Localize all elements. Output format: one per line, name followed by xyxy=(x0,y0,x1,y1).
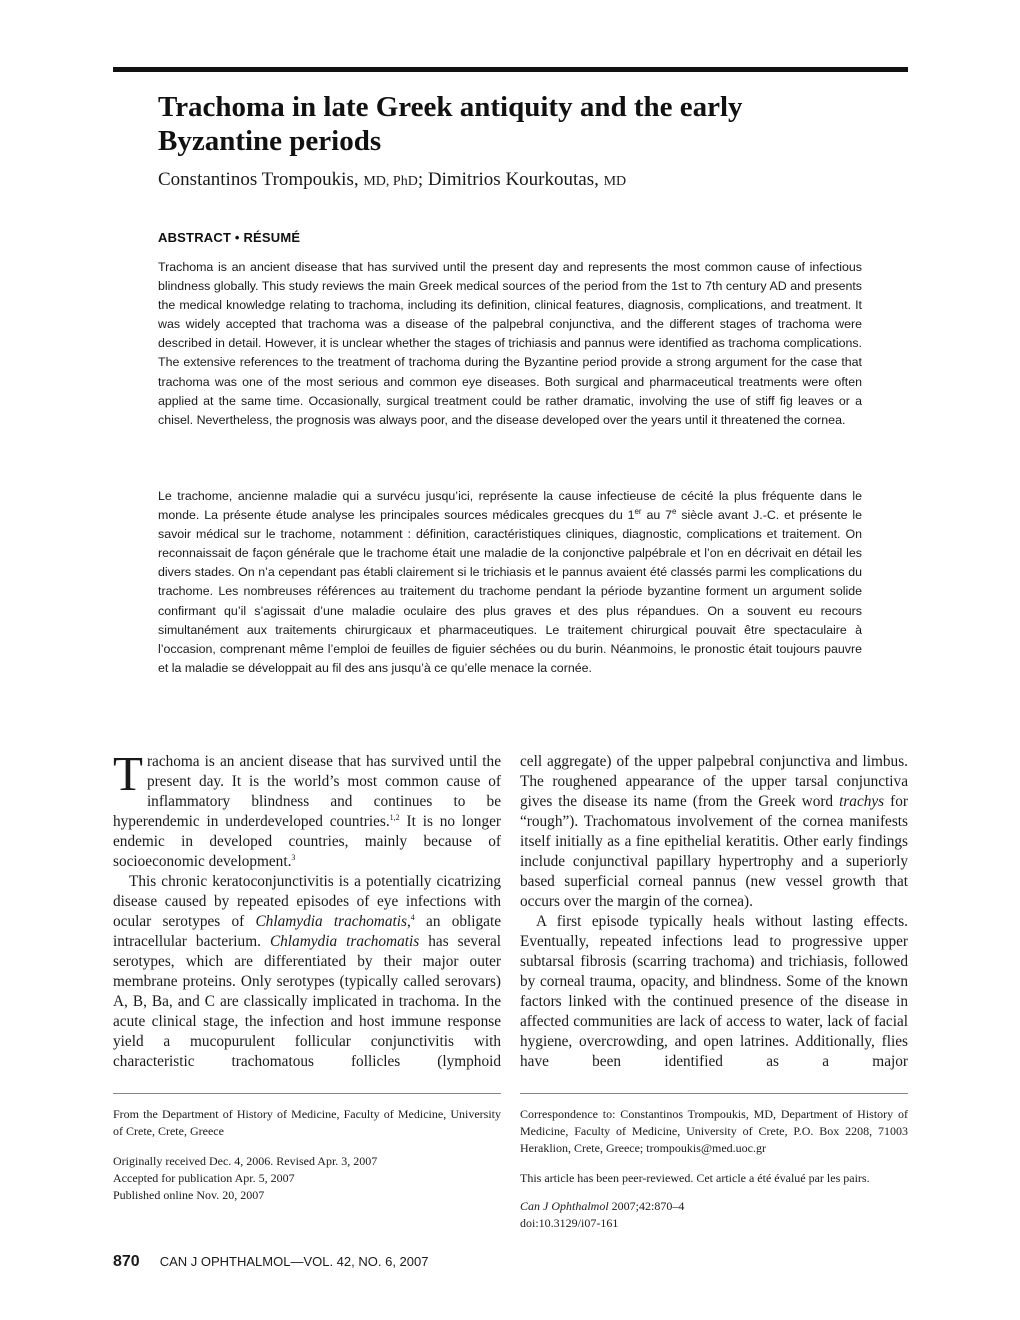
peer-review-note: This article has been peer-reviewed. Cet article a été évalué par les pairs. xyxy=(520,1171,870,1185)
author-2-name: Dimitrios Kourkoutas, xyxy=(427,169,599,190)
correspondence-note: Correspondence to: Constantinos Trompoukis, MD, Department of History of Medicine, Faculty of Medicine, University of Crete, P.O. Box 2208, 71003 Heraklion, Crete, Greece; trompoukis@med.uoc.gr xyxy=(520,1107,908,1155)
body-column-right xyxy=(520,752,908,1072)
species-name: Chlamydia trachomatis xyxy=(269,933,420,950)
abstract-english: Trachoma is an ancient disease that has survived until the present day and represents the most common cause of infectious blindness globally. This study reviews the main Greek medical sources of the period from the 1st to 7th century AD and presents the medical knowledge relating to trachoma, including its definition, clinical features, diagnosis, complications, and treatment. It was widely accepted that trachoma was a disease of the palpebral conjunctiva, and the different stages of trachoma were described in detail. However, it is unclear whether the stages of trichiasis and pannus were identified as trachoma complications. The extensive references to the treatment of trachoma during the Byzantine period provide a strong argument for the case that trachoma was one of the most serious and common eye diseases. Both surgical and pharmaceutical treatments were often applied at the same time. Occasionally, surgical treatment could be rather dramatic, involving the use of stiff fig leaves or a chisel. Nevertheless, the prognosis was always poor, and the disease developed over the years until it threatened the cornea. xyxy=(158,260,862,427)
dates-note xyxy=(113,1153,501,1204)
article-title: Trachoma in late Greek antiquity and the early Byzantine periods xyxy=(158,91,743,157)
doi-text: doi:10.3129/i07-161 xyxy=(520,1216,619,1230)
accepted-date: Accepted for publication Apr. 5, 2007 xyxy=(113,1171,295,1185)
drop-cap: T xyxy=(113,746,143,801)
species-name: Chlamydia trachomatis xyxy=(255,913,407,930)
abstract-french-sup-1: er xyxy=(634,506,642,516)
citation-ref: 2007;42:870–4 xyxy=(608,1199,685,1213)
body-p2-comma: , xyxy=(406,913,411,930)
body-column-left xyxy=(113,746,501,1072)
body-p2-part-a: This chronic keratoconjunctivitis is a potentially cicatrizing disease caused by repeated episodes of eye infections with ocular serotypes of xyxy=(113,873,501,930)
abstract-french-sup-2: e xyxy=(672,506,677,516)
author-separator: ; xyxy=(417,169,424,190)
abstract-french-part-2: au 7 xyxy=(641,508,673,523)
citation-sup: 4 xyxy=(410,912,415,922)
running-head: CAN J OPHTHALMOL—VOL. 42, NO. 6, 2007 xyxy=(159,1254,429,1269)
authors-line xyxy=(158,168,626,194)
affiliation-note: From the Department of History of Medicine, Faculty of Medicine, University of Crete, Crete, Greece xyxy=(113,1107,501,1138)
body-p1-part-b: It is no longer endemic in developed countries, mainly because of socioeconomic development. xyxy=(113,813,501,870)
author-1-name: Constantinos Trompoukis, xyxy=(158,169,359,190)
published-date: Published online Nov. 20, 2007 xyxy=(113,1188,265,1202)
abstract-french xyxy=(158,487,862,678)
greek-word: trachys xyxy=(839,793,885,810)
body-paragraph-2 xyxy=(113,872,501,1072)
author-1-degrees: MD, PhD xyxy=(363,174,418,189)
page-footer xyxy=(113,1253,428,1271)
footnote-rule-left xyxy=(113,1093,501,1094)
body-p2-part-c: has several serotypes, which are differentiated by their major outer membrane proteins. Only serotypes (typically called serovars) A, B, Ba, and C are classically implicated in trachoma. In the acute clinical stage, the infection and host immune response yield a mucopurulent follicular conjunctivitis with characteristic trachomatous follicles (lymphoid xyxy=(113,933,501,1070)
body-p2-part-b: an obligate intracellular bacterium. xyxy=(113,913,501,950)
citation-note xyxy=(520,1198,908,1232)
abstract-heading: ABSTRACT • RÉSUMÉ xyxy=(158,230,301,245)
journal-abbrev: Can J Ophthalmol xyxy=(520,1199,609,1213)
abstract-french-part-3: siècle avant J.-C. et présente le savoir médical sur le trachome, notamment : définition, caractéristiques cliniques, diagnostic, complications et traitement. On reconnaissait de façon générale que le trachome était une maladie de la conjonctive palpébrale et l’on en décrivait en détail les divers stades. On n’a cependant pas établi clairement si le trichiasis et le pannus avaient été classés parmi les complications du trachome. Les nombreuses références au traitement du trachome pendant la période byzantine forment un argument solide confirmant qu’il s’agissait d’une maladie oculaire des plus graves et des plus répandues. On a souvent eu recours simultanément aux traitements chirurgicaux et pharmaceutiques. Le traitement chirurgical pouvait être spectaculaire à l’occasion, comprenant même l’emploi de feuilles de figuier séchées ou du burin. Néanmoins, le pronostic était toujours pauvre et la maladie se développait au fil des ans jusqu’à ce qu’elle menace la cornée. xyxy=(158,508,863,675)
body-p3-part-b: for “rough”). Trachomatous involvement of the cornea manifests itself initially as a fine epithelial keratitis. Other early findings include conjunctival papillary hypertrophy and a superiorly based superficial corneal pannus (new vessel growth that occurs over the margin of the cornea). xyxy=(520,793,908,910)
page-number: 870 xyxy=(113,1253,140,1270)
top-rule xyxy=(113,67,908,72)
citation-sup: 3 xyxy=(291,852,296,862)
body-p1-part-a: rachoma is an ancient disease that has survived until the present day. It is the world’s most common cause of inflammatory blindness and continues to be hyperendemic in underdeveloped countries. xyxy=(113,753,501,830)
received-date: Originally received Dec. 4, 2006. Revised Apr. 3, 2007 xyxy=(113,1154,378,1168)
body-paragraph-1 xyxy=(113,746,501,872)
body-paragraph-4: A first episode typically heals without lasting effects. Eventually, repeated infections lead to progressive upper subtarsal fibrosis (scarring trachoma) and trichiasis, followed by corneal trauma, opacity, and blindness. Some of the known factors linked with the continued presence of the disease in affected communities are lack of access to water, lack of facial hygiene, overcrowding, and open latrines. Additionally, flies have been identified as a major xyxy=(520,913,908,1070)
abstract-french-part-1: Le trachome, ancienne maladie qui a survécu jusqu’ici, représente la cause infectieuse de cécité la plus fréquente dans le monde. La présente étude analyse les principales sources médicales grecques du 1 xyxy=(158,489,862,523)
author-2-degrees: MD xyxy=(603,174,627,189)
citation-sup: 1,2 xyxy=(389,812,400,822)
body-p3-part-a: cell aggregate) of the upper palpebral conjunctiva and limbus. The roughened appearance of the upper tarsal conjunctiva gives the disease its name (from the Greek word xyxy=(520,753,908,810)
footnote-rule-right xyxy=(520,1093,908,1094)
body-paragraph-3 xyxy=(520,752,908,912)
